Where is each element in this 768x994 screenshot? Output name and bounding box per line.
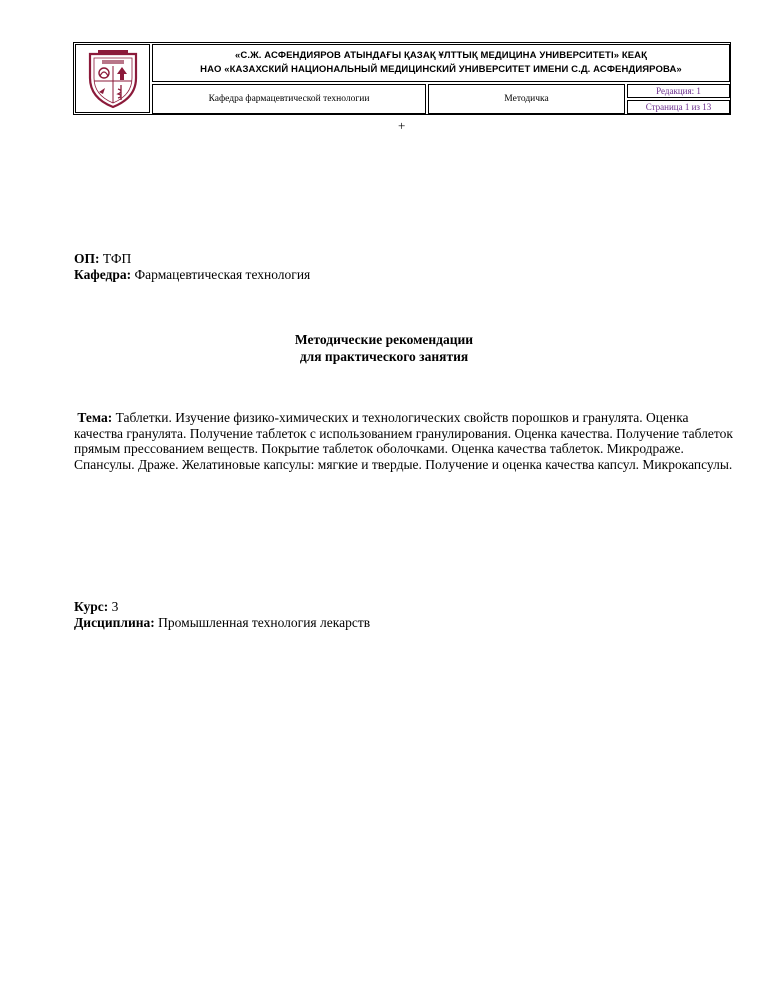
topic-label: Тема: bbox=[77, 410, 113, 425]
plus-mark: + bbox=[398, 118, 406, 133]
university-name-kz: «С.Ж. АСФЕНДИЯРОВ АТЫНДАҒЫ ҚАЗАҚ ҰЛТТЫҚ МЕДИЦИНА УНИВЕРСИТЕТІ» КЕАҚ bbox=[234, 50, 648, 61]
university-name-ru: НАО «КАЗАХСКИЙ НАЦИОНАЛЬНЫЙ МЕДИЦИНСКИЙ УНИВЕРСИТЕТ ИМЕНИ С.Д. АСФЕНДИЯРОВА» bbox=[200, 64, 682, 75]
document-title-line-2: для практического занятия bbox=[299, 349, 469, 364]
logo-cell bbox=[75, 44, 150, 113]
course-line bbox=[74, 599, 118, 615]
document-title-line-1: Методические рекомендации bbox=[294, 332, 474, 347]
topic-paragraph bbox=[74, 410, 734, 472]
document-type-cell: Методичка bbox=[428, 84, 625, 114]
department-cell: Кафедра фармацевтической технологии bbox=[152, 84, 426, 114]
university-title-cell bbox=[152, 44, 730, 82]
chair-label: Кафедра: bbox=[74, 267, 132, 282]
edition-cell: Редакция: 1 bbox=[627, 84, 730, 98]
page-number-cell: Страница 1 из 13 bbox=[627, 100, 730, 114]
course-label: Курс: bbox=[74, 599, 109, 614]
document-header bbox=[73, 42, 731, 115]
topic-value: Таблетки. Изучение физико-химических и технологических свойств порошков и гранулята. Оценка качества гранулята. Получение таблеток с использованием гранулирования. Оценка качества. Получение таблеток прямым прессованием веществ. Покрытие таблеток оболочками. Оценка качества таблеток. Микродраже. Спансулы. Драже. Желатиновые капсулы: мягкие и твердые. Получение и оценка качества капсул. Микрокапсулы. bbox=[74, 410, 733, 472]
program-label: ОП: bbox=[74, 251, 100, 266]
discipline-value: Промышленная технология лекарств bbox=[154, 615, 371, 630]
course-value: 3 bbox=[108, 599, 119, 614]
program-value: ТФП bbox=[99, 251, 132, 266]
chair-value: Фармацевтическая технология bbox=[131, 267, 311, 282]
program-line bbox=[74, 251, 131, 267]
university-logo bbox=[80, 48, 146, 110]
discipline-label: Дисциплина: bbox=[74, 615, 155, 630]
discipline-line bbox=[74, 615, 370, 631]
chair-line bbox=[74, 267, 310, 283]
